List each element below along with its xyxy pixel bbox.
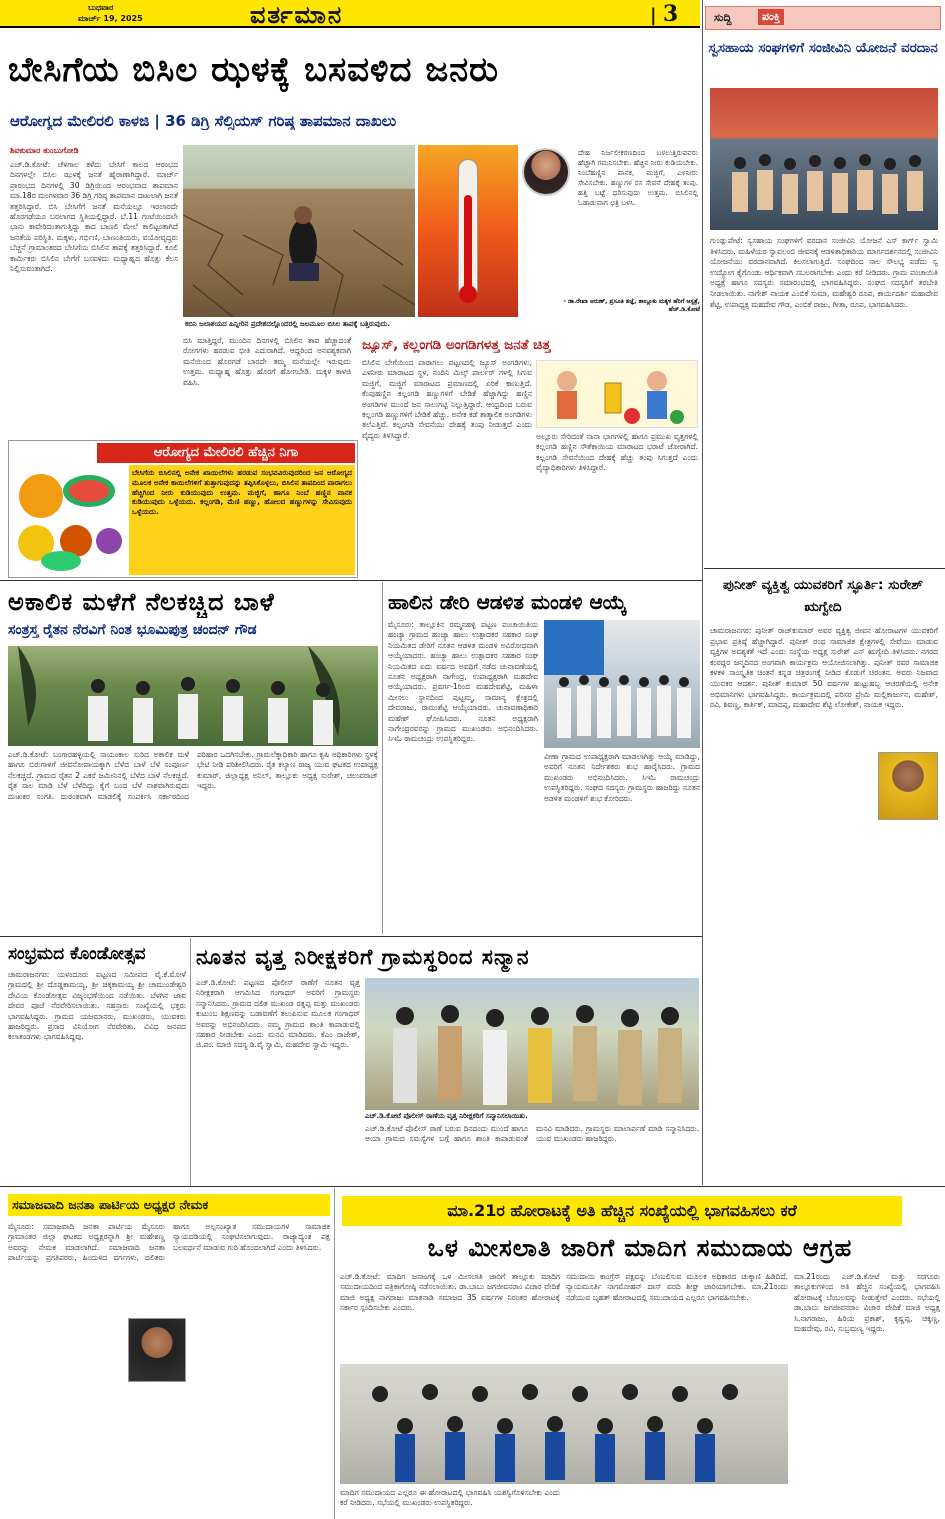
dairy-headline: ಹಾಲಿನ ಡೇರಿ ಆಡಳಿತ ಮಂಡಳಿ ಆಯ್ಕೆ [388,590,627,614]
sidebar-divider [702,0,703,1185]
dairy-photo [544,620,700,748]
divider-samajavadi [334,1188,335,1519]
divider-banana-dairy [382,582,383,934]
juice-body-2: ಅಲ್ಲೂರು ಸೇರಿದಂತೆ ನಾನಾ ಭಾಗಗಳಲ್ಲಿ ಹಾಗೂ ಪ್ರಮುಖ ವೃತ್ತಗಳಲ್ಲಿ ಕಲ್ಲಂಗಡಿ ಹಣ್ಣಿನ ಸೌತೆಕಾಯಿಯ ಮಾರಾಟದ ಭರಾಟೆ ಜೋರಾಗಿದೆ. ಕಲ್ಲಂಗಡಿ ಸೇವನೆಯಿಂದ ದೇಹಕ್ಕೆ ಹೆಚ್ಚು ತಂಪು ಸಿಗುತ್ತದೆ ಎಂದು ವೈದ್ಯಾಧಿಕಾರಿಗಳು ತಿಳಿಸಿದ್ದಾರೆ. [536,432,698,473]
sidebar-header-left: ಸುದ್ದಿ [714,11,732,24]
banana-subhead: ಸಂತ್ರಸ್ತ ರೈತನ ನೆರವಿಗೆ ನಿಂತ ಭೂಮಿಪುತ್ರ ಚಂದನ್ ಗೌಡ [8,622,257,638]
masthead-logo: ವರ್ತಮಾನ [250,0,344,29]
health-headline: ಆರೋಗ್ಯದ ಮೇಲಿರಲಿ ಹೆಚ್ಚಿನ ನಿಗಾ [97,443,355,463]
doctor-portrait [522,148,570,196]
masthead-date: ಮಾರ್ಚ್ 19, 2025 [78,14,143,23]
doctor-credit: - ಡಾ.ರೇಖಾ ಅರುಣ್, ಪ್ರಸೂತಿ ತಜ್ಞೆ, ತಾಲ್ಲೂಕು ಮಕ್ಕಳ ಹೆರಿಗೆ ಆಸ್ಪತ್ರೆ, ಹೆಚ್.ಡಿ.ಕೋಟೆ [563,298,700,313]
lead-subhead: ಆರೋಗ್ಯದ ಮೇಲಿರಲಿ ಕಾಳಜಿ | 36 ಡಿಗ್ರಿ ಸೆಲ್ಸಿಯಸ್ ಗರಿಷ್ಠ ತಾಪಮಾನ ದಾಖಲು [10,112,397,130]
juice-headline: ಜ್ಯೂಸ್, ಕಲ್ಲಂಗಡಿ ಅಂಗಡಿಗಳತ್ತ ಜನತೆ ಚಿತ್ತ [362,337,551,353]
sidebar-story1-body: ಗುಂಡ್ಲುಪೇಟೆ: ಸ್ವಸಹಾಯ ಸಂಘಗಳಿಗೆ ವರದಾನ ಸಂಜೀವಿನಿ ಯೋಜನೆ ಎಸ್ ಕಾರ್ಗ್ ಸ್ವಾಮಿ ತಿಳಿಸಿದರು. ಮಹಿಳೆಯರ ಸ್ವಾವಲಂಬಿ ಜೀವನಕ್ಕೆ ಆಡಳಿತಾಧಿಕಾರಿಯ ಮಾರ್ಗದರ್ಶನದಲ್ಲಿ ಸಂಜೀವಿನಿ ಯೋಜನೆಯು ವರದಾನವಾಗಿದೆ. ಕಿಲಸಲಾಗುತ್ತಿದೆ. ಸಂಘದಿಂದ ಸಾಲ ಸೌಲಭ್ಯ ಪಡೆದು ಸ್ವ ಉದ್ಯೋಗ ಕೈಗೊಂಡು ಆರ್ಥಿಕವಾಗಿ ಸಬಲರಾಗಬೇಕು ಎಂದು ಕರೆ ನೀಡಿದರು. ಗ್ರಾಮ ಪಂಚಾಯಿತಿ ಅಧ್ಯಕ್ಷೆ ಹಾಗೂ ಸದಸ್ಯರು ಸಮಾರಂಭದಲ್ಲಿ ಭಾಗವಹಿಸಿದ್ದರು. ಸಂಘದ ಸದಸ್ಯರಿಗೆ ತರಬೇತಿ ನೀಡಲಾಯಿತು. ನಾಗೇಶ್ ನಾಯಕ ಎಂಬಿಕೆ ಸುಮಾ, ಮಹೇಶ್ವರಿ ರೂಪ, ಕಾರ್ಯದರ್ಶಿ ಮಹಾದೇವ ಶೆಟ್ಟಿ, ಉಪಾಧ್ಯಕ್ಷ ಮಹದೇವ ಗೌಡ, ಎಂಬಿಕೆ ರಾಜು, ಗೀತಾ, ರೂಪ, ಭಾಗವಹಿಸಿದರು. [710,236,938,309]
madiga-banner: ಮಾ.21ರ ಹೋರಾಟಕ್ಕೆ ಅತಿ ಹೆಚ್ಚಿನ ಸಂಖ್ಯೆಯಲ್ಲಿ ಭಾಗವಹಿಸಲು ಕರೆ [342,1196,902,1226]
samajavadi-headline: ಸಮಾಜವಾದಿ ಜನತಾ ಪಾರ್ಟಿಯ ಅಧ್ಯಕ್ಷರ ನೇಮಕ [8,1194,330,1216]
sambhrama-body: ಚಾಮರಾಜನಗರ: ಯಳಂದೂರು ಪಟ್ಟಣದ ಸಮೀಪದ ವೈ.ಕೆ.ಮೋಳೆ ಗ್ರಾಮದಲ್ಲಿ ಶ್ರೀ ದೊಡ್ಡಕಾಮಯ್ಯ, ಶ್ರೀ ಚಿಕ್ಕಕಾಮಯ್ಯ ಶ್ರೀ ಚಾಮುಂಡೇಶ್ವರಿ ದೇವಿಯ ಕೊಂಡೋತ್ಸವ ವಿಜೃಂಭಣೆಯಿಂದ ನಡೆಯಿತು. ಬೆಳಗಿನ ಜಾವ ದೇವರ ಪೂಜೆ ನೆರವೇರಿಸಲಾಯಿತು. ಸಹಸ್ರಾರು ಸಂಖ್ಯೆಯಲ್ಲಿ ಭಕ್ತರು ಭಾಗವಹಿಸಿದ್ದರು. ಗ್ರಾಮದ ಯಜಮಾನರು, ಮುಖಂಡರು, ಯುವಕರು ಹಾಜರಿದ್ದರು. ಪ್ರಸಾದ ವಿನಿಯೋಗ ನೆರವೇರಿತು. ವಿವಿಧ ಜನಪದ ಕಲಾತಂಡಗಳು ಭಾಗವಹಿಸಿದ್ದವು. [8,970,186,1042]
thermometer-image [418,145,518,317]
dairy-body: ಮೈಸೂರು: ತಾಲ್ಲೂಕಿನ ರಮ್ಮನಹಳ್ಳಿ ಪಟ್ಟಣ ಪಂಚಾಯಿತಿಯ ಹಂಚ್ಯಾ ಗ್ರಾಮದ ಹಂಚ್ಯಾ ಹಾಲು ಉತ್ಪಾದಕರ ಸಹಕಾರ ಸಂಘ ನಿಯಮಿತದ ಡೇರಿಗೆ ನೂತನ ಆಡಳಿತ ಮಂಡಳಿ ಅವಿರೋಧವಾಗಿ ಆಯ್ಕೆಯಾದರು. ಹಂಚ್ಯಾ ಹಾಲು ಉತ್ಪಾದಕರ ಸಹಕಾರ ಸಂಘ ನಿಯಮಿತದ ಐದು ವರ್ಷದ ಅವಧಿಗೆ ನಡೆದ ಚುನಾವಣೆಯಲ್ಲಿ ನೂತನ ಅಧ್ಯಕ್ಷರಾಗಿ ನಾಗೇಂದ್ರ, ಉಪಾಧ್ಯಕ್ಷರಾಗಿ ಮಹದೇವ ಆಯ್ಕೆಯಾದರು. ಪ್ರವರ್ಗ-1ರಿಂದ ಮಹದೇವಶೆಟ್ಟಿ, ಮಹಿಳಾ ಮೀಸಲು ಸ್ಥಾನದಿಂದ ಪುಟ್ಟಮ್ಮ, ಸಾಮಾನ್ಯ ಕ್ಷೇತ್ರದಲ್ಲಿ ದೇವರಾಜು, ರಾಮುಶೆಟ್ಟಿ ಆಯ್ಕೆಯಾದರು. ಚುನಾವಣಾಧಿಕಾರಿ ಮಹೇಶ್ ಘೋಷಿಸಿದರು. ನೂತನ ಅಧ್ಯಕ್ಷರಾಗಿ ನಾಗೇಂದ್ರರವರನ್ನು ಗ್ರಾಮದ ಮುಖಂಡರು ಅಭಿನಂದಿಸಿದರು. ಸಿಇಓ ರಾಮಚಂದ್ರು ಉಪಸ್ಥಿತರಿದ್ದರು. [388,620,538,744]
retire-body: ಎಚ್.ಡಿ.ಕೋಟೆ: ಪಟ್ಟಣದ ಪೊಲೀಸ್ ಠಾಣೆಗೆ ನೂತನ ವೃತ್ತ ನಿರೀಕ್ಷಕರಾಗಿ ಆಗಮಿಸಿದ ಗಂಗಾಧರ್ ಅವರಿಗೆ ಗ್ರಾಮಸ್ಥರು ಸನ್ಮಾನಿಸಿದರು. ಗ್ರಾಮದ ದಲಿತ ಮುಖಂಡ ರತ್ನಪ್ಪ ಮತ್ತು ಮುಖಂಡರು ಕುಟುಂಬ ಶಿಕ್ಷಣವನ್ನು ಬಡಾವಣೆಗೆ ತಲುಪಿಸುವ ಮೂಲಕ ಗಂಗಾಧರ್ ಅವರನ್ನು ಅಭಿನಂದಿಸಿದರು. ನಮ್ಮ ಗ್ರಾಮದ ಶಾಂತಿ ಕಾಪಾಡುವಲ್ಲಿ ಸಹಕಾರ ನೀಡಬೇಕು ಎಂದು ಮನವಿ ಮಾಡಿದರು. ಕೆಎಂ ರಾಜೇಶ್, ಜಿ.ಪಂ. ಮಾಜಿ ಸದಸ್ಯ ಡಿ.ವೈ ಸ್ವಾಮಿ, ಮಹದೇವ ಸ್ವಾಮಿ ಇದ್ದರು. [196,978,360,1050]
lead-photo-caption: ಕಬಿನಿ ಜಲಾಶಯದ ಹಿನ್ನೀರಿನ ಪ್ರದೇಶದಲ್ಲೊಂದರಲ್ಲಿ ಜಲಮೂಲ ಬಿಸಿಲ ತಾಪಕ್ಕೆ ಬತ್ತಿರುವುದು. [185,320,391,328]
page-number: | 3 [650,1,679,27]
divider-middle [0,936,702,937]
juice-body: ಬಿಸಿಲಿನ ಬೇಗೆಯಿಂದ ಪಾರಾಗಲು ಪಟ್ಟಣದಲ್ಲಿ ಜ್ಯೂಸ್ ಅಂಗಡಿಗಳು, ಎಳನೀರು ಮಾರಾಟದ ಸ್ಥಳ, ನಂದಿನಿ ಮಿಲ್ಕ್ ಪಾರ್ಲರ್ ಗಳಲ್ಲಿ ಸಿಗುವ ಮಜ್ಜಿಗೆ, ಮಜ್ಜಿಗೆ ಮಾರಾಟದ ಪ್ರಮಾಣದಲ್ಲಿ ಏರಿಕೆ ಕಾಣುತ್ತಿದೆ. ಕೆಂಪುಹಣ್ಣಿನ ಕಲ್ಲಂಗಡಿ ಹಣ್ಣುಗಳಿಗೆ ಬೇಡಿಕೆ ಹೆಚ್ಚಾಗಿದ್ದು ಹಣ್ಣಿನ ಅಂಗಡಿಗಳ ಮುಂದೆ ಜನ ಸಾಲುಗಟ್ಟಿ ನಿಲ್ಲುತ್ತಿದ್ದಾರೆ. ಆಂಧ್ರದಿಂದ ಬರುವ ಕಲ್ಲಂಗಡಿ ಹಣ್ಣುಗಳಿಗೆ ಬೇಡಿಕೆ ಹೆಚ್ಚು. ಅನೇಕ ಕಡೆ ತಾತ್ಕಾಲಿಕ ಅಂಗಡಿಗಳು ತಲೆಎತ್ತಿವೆ. ಕಲ್ಲಂಗಡಿ ಸೇವನೆಯು ದೇಹಕ್ಕೆ ತಂಪು ನೀಡುತ್ತದೆ ಎಂದು ವೈದ್ಯರು ತಿಳಿಸಿದ್ದಾರೆ. [362,358,532,440]
sidebar-story1-photo [710,88,938,230]
suresh-portrait [878,752,938,820]
madiga-headline: ಒಳ ಮೀಸಲಾತಿ ಜಾರಿಗೆ ಮಾದಿಗ ಸಮುದಾಯ ಆಗ್ರಹ [427,1234,853,1262]
dairy-body-2: ವೀಣಾ ಗ್ರಾಮದ ಉಪಾಧ್ಯಕ್ಷರಾಗಿ ಮಾಡಲಾಗಿತ್ತು ಆಯ್ಕೆ ಮಾಡಿದ್ದು, ಅವರಿಗೆ ನೂತನ ನಿರ್ದೇಶಕರು ಶುಭ ಹಾರೈಸಿದರು. ಗ್ರಾಮದ ಮುಖಂಡರು ಅಭಿನಂದಿಸಿದರು. ಸಿಇಓ ರಾಮಚಂದ್ರು ಉಪಸ್ಥಿತರಿದ್ದರು. ಸಂಘದ ಸದಸ್ಯರು ಗ್ರಾಮಸ್ಥರು ಹಾಜರಿದ್ದು ನೂತನ ಆಡಳಿತ ಮಂಡಳಿಗೆ ಶುಭ ಕೋರಿದರು. [544,752,700,803]
masthead-day: ಬುಧವಾರ [88,3,114,12]
samajavadi-body: ಮೈಸೂರು: ಸಮಾಜವಾದಿ ಜನತಾ ಪಾರ್ಟಿಯ ಮೈಸೂರು ಗ್ರಾಮಾಂತರ ಜಿಲ್ಲಾ ಘಟಕದ ಅಧ್ಯಕ್ಷರನ್ನಾಗಿ ಶ್ರೀ ಮಹೇಶಣ್ಣ ಅವರನ್ನು ನೇಮಕ ಮಾಡಲಾಗಿದೆ. ಸಮಾಜವಾದಿ ಜನತಾ ಪಾರ್ಟಿಯನ್ನು ಪ್ರಗತಿಪರರು, ಹಿಂದುಳಿದ ವರ್ಗಗಳು, ದಲಿತರು ಹಾಗೂ ಅಲ್ಪಸಂಖ್ಯಾತ ಸಮುದಾಯಗಳ ಸಾಮಾಜಿಕ ನ್ಯಾಯದಡಿಯಲ್ಲಿ ಸಂಘಟಿಸಲಾಗುವುದು. ರಾಜ್ಯಾದ್ಯಂತ ಪಕ್ಷ ಬಲವರ್ಧನೆ ಮಾಡುವ ಗುರಿ ಹೊಂದಲಾಗಿದೆ ಎಂದು ತಿಳಿಸಿದರು. [8,1222,330,1263]
madiga-body-right: ಮಾ.21ರಂದು ಎಚ್.ಡಿ.ಕೋಟೆ ಮತ್ತು ಸರಗೂರು ತಾಲ್ಲೂಕುಗಳಿಂದ ಅತಿ ಹೆಚ್ಚಿನ ಸಂಖ್ಯೆಯಲ್ಲಿ ಭಾಗವಹಿಸಿ ಹೋರಾಟಕ್ಕೆ ಬೆಂಬಲವನ್ನು ನೀಡುತ್ತೇವೆ ಎಂದರು. ಸಭೆಯಲ್ಲಿ ಡಾ.ಬಾಬು ಜಗಜೀವನರಾಂ ವಿಚಾರ ವೇದಿಕೆ ಮಾಜಿ ಅಧ್ಯಕ್ಷ ಸಿ.ನಾಗರಾಜು, ಹಿರಿಯ ಪ್ರಕಾಶ್, ಕೃಷ್ಣಪ್ಪ, ಚಿಕ್ಕಣ್ಣ, ಮಹದೇವು, ರವಿ, ಸುಬ್ರಮಣ್ಯ ಇದ್ದರು. [794,1272,940,1334]
doctor-quote: ದೇಹ ನಿರ್ಜಲೀಕರಣದಿಂದ ಬಳಲುತ್ತಿರುವವರು ಹೆಚ್ಚಾಗಿ ಗಮನಿಸಬೇಕು. ಹೆಚ್ಚಿನ ನೀರು ಕುಡಿಯಬೇಕು. ನಿಂಬೆಹಣ್ಣಿನ ಪಾನಕ, ಮಜ್ಜಿಗೆ, ಎಳನೀರು ಸೇವಿಸಬೇಕು. ಹಣ್ಣುಗಳ ರಸ ಸೇವನೆ ದೇಹಕ್ಕೆ ತಂಪು. ಹತ್ತಿ ಬಟ್ಟೆ ಧರಿಸುವುದು ಉತ್ತಮ. ಬಿಸಿಲಿನಲ್ಲಿ ಓಡಾಡುವಾಗ ಛತ್ರಿ ಬಳಸಿ. [578,148,698,207]
lead-col1: ಎಚ್.ಡಿ.ಕೋಟೆ: ಚೆಳಿಗಾಲ ಕಳೆದು ಬೇಸಿಗೆ ಕಾಲದ ಆರಂಭದ ದಿನಗಳಲ್ಲೇ ಬಿಸಿಲ ಝಳಕ್ಕೆ ಜನತೆ ಹೈರಾಣಾಗಿದ್ದಾರೆ. ಮಾರ್ಚ್ ಪ್ರಾರಂಭದ ದಿನಗಳಲ್ಲಿ 30 ಡಿಗ್ರಿಯಿಂದ ಆರಂಭವಾದ ತಾಪಮಾನ ಮಾ.18ರ ಮಂಗಳವಾರ 36 ಡಿಗ್ರಿ ಗರಿಷ್ಠ ತಾಪಮಾನ ದಾಖಲಾಗಿ ಜನತೆ ತತ್ತರಿಸಿದ್ದಾರೆ. ಬಿಸಿ ಬೇಸಿಗೆಗೆ ಜನತೆ ಮನೆಯಲ್ಲೂ ಇರಲಾರದೇ ಹೊರಗಡೆಯೂ ಬರಲಾಗದ ಸ್ಥಿತಿಯಲ್ಲಿದ್ದಾರೆ. ಬೆ.11 ಗಂಟೆಯಿಂದಲೇ ಭಾನು ಕಾವೇರಿದಂತಾಗುತ್ತಿದ್ದು ಕಾದ ಬಾಣಲಿ ಮೇಲೆ ಕಾಲಿಟ್ಟಂತಾಗಿದೆ ಜನತೆಯ ಪರಿಸ್ಥಿತಿ. ಮಕ್ಕಳು, ಗರ್ಭಿಣಿ, ಬಾಣಂತಿಯರು, ವಯೋವೃದ್ಧರು ಬೆಚ್ಚನೆ ಗ್ರಾಮಾಂತರದ ಬೇಸಿಗೆಯ ಬಿಸಿಲಿನ ತಾಪಕ್ಕೆ ತತ್ತರಿಸಿದ್ದಾರೆ. ಕೂಲಿ ಕಾರ್ಮಿಕರು ಬಿಸಿಲಿನ ಬೇಗೆಗೆ ಬಸವಳಿದು ಮಧ್ಯಾಹ್ನದ ಹೊತ್ತು ಕೆಲಸ ನಿಲ್ಲಿಸುವಂತಾಗಿದೆ. [10,160,178,274]
retire-headline: ನೂತನ ವೃತ್ತ ನಿರೀಕ್ಷಕರಿಗೆ ಗ್ರಾಮಸ್ಥರಿಂದ ಸನ್ಮಾನ [196,945,530,969]
divider-lead-bottom [0,580,702,581]
divider-sidebar-1 [704,568,945,569]
retire-body-2: ಎಚ್.ಡಿ.ಕೋಟೆ ಪೊಲೀಸ್ ಠಾಣೆ ಬರುವ ದಿನದಂದು ಮುಂದೆ ಹಾಗೂ ಆಯಾ ಗ್ರಾಮದ ಸಮಸ್ಯೆಗಳ ಬಗ್ಗೆ ಹಾಗೂ ಶಾಂತಿ ಕಾಪಾಡುವಂತೆ ಮನವಿ ಮಾಡಿದರು. ಗ್ರಾಮಸ್ಥರು ಮಾಲಾರ್ಪಣೆ ಮಾಡಿ ಸನ್ಮಾನಿಸಿದರು. ಯುವ ಮುಖಂಡರು ಹಾಜರಿದ್ದರು. [365,1124,699,1144]
banana-body: ಎಚ್.ಡಿ.ಕೋಟೆ: ಬಂಗಾರಹಳ್ಳಿಯಲ್ಲಿ ಸಾಯಂಕಾಲ ಸುರಿದ ಅಕಾಲಿಕ ಮಳೆ ಹಾಗೂ ಬಿರುಗಾಳಿಗೆ ಜೀವನೋಪಾಯಕ್ಕಾಗಿ ಬೆಳೆದ ಬಾಳೆ ಬೆಳೆ ಸಂಪೂರ್ಣ ನೆಲಕಚ್ಚಿದೆ. ಗ್ರಾಮದ ರೈತನ 2 ಎಕರೆ ಜಮೀನಿನಲ್ಲಿ ಬೆಳೆದ ಬಾಳೆ ನೆಲಕಚ್ಚಿದೆ. ರೈತ ಸಾಲ ಮಾಡಿ ಬೆಳೆ ಬೆಳೆದಿದ್ದು ಕೈಗೆ ಬಂದ ಬೆಳೆ ನಾಶವಾಗಿರುವುದು ದುಃಖಕರ ಸಂಗತಿ. ದುರಂತವಾಗಿ ಮಾಡಲಿಕ್ಕೆ ಸಂಪರ್ಕಿಸಿ ಸರ್ಕಾರದಿಂದ ಪರಿಹಾರ ಒದಗಿಸಬೇಕು. ಗ್ರಾಮಲೆಕ್ಕಾಧಿಕಾರಿ ಹಾಗೂ ಕೃಷಿ ಅಧಿಕಾರಿಗಳು ಸ್ಥಳಕ್ಕೆ ಭೇಟಿ ನೀಡಿ ಪರಿಶೀಲಿಸಿದರು. ರೈತ ಕಲ್ಯಾಣ ರಾಜ್ಯ ಯುವ ಘಟಕದ ಉಪಾಧ್ಯಕ್ಷ ಕುಮಾರ್, ಜಿಲ್ಲಾಧ್ಯಕ್ಷ ಅನಿಲ್, ತಾಲ್ಲೂಕು ಅಧ್ಯಕ್ಷ ಸುರೇಶ್, ಚಲುವರಾಜ್ ಇದ್ದರು. [8,750,378,801]
banana-headline: ಅಕಾಲಿಕ ಮಳೆಗೆ ನೆಲಕಚ್ಚಿದ ಬಾಳೆ [8,588,275,616]
sidebar-header [705,6,941,30]
lead-photo-drought [183,145,415,317]
divider-bottom [0,1186,945,1187]
retire-photo [365,978,699,1110]
health-box [8,440,358,578]
madiga-body-left: ಎಚ್.ಡಿ.ಕೋಟೆ: ಮಾದಿಗ ಜನಾಂಗಕ್ಕೆ ಒಳ ಮೀಸಲಾತಿ ಜಾರಿಗೆ ತಾಲ್ಲೂಕು ಮಾದಿಗ ಸಮುದಾಯದಿಂದ ಪತ್ರಿಕಾಗೋಷ್ಠಿ ನಡೆಸಲಾಯಿತು. ಡಾ.ಬಾಬು ಜಗಜೀವನರಾಂ ವಿಚಾರ ವೇದಿಕೆ ಮಾಜಿ ಅಧ್ಯಕ್ಷ ನಾಗರಾಜು ಮಾತನಾಡಿ ಸಮಾಜದ 35 ವರ್ಷಗಳ ನಿರಂತರ ಹೋರಾಟಕ್ಕೆ ಸರ್ಕಾರ ಸ್ಪಂದಿಸಬೇಕು ಎಂದರು. [340,1272,560,1313]
banana-photo [8,646,378,746]
fruit-illustration [11,461,126,573]
sidebar-story2-body: ಚಾಮರಾಜನಗರ: ಪುನೀತ್ ರಾಜ್‌ಕುಮಾರ್ ಅವರ ವ್ಯಕ್ತಿತ್ವ ಜೀವನ ಹೋರಾಟಗಳ ಯುವಕರಿಗೆ ಪ್ರಭಾವ ಪ್ರತಿಷ್ಠೆ ಹೆಚ್ಚಾಗಿದ್ದಾರೆ. ಪುನೀತ್ ರಂಥ ಸಾಮಾಜಿಕ ಕ್ಷೇತ್ರಗಳಲ್ಲಿ ಸೇವೆಯು ಮಾಡುವ ವ್ಯಕ್ತಿಗಳ ಅವಶ್ಯಕತೆ ಇದೆ ಎಂದು ಸಂಸ್ಥೆಯ ಅಧ್ಯಕ್ಷ ಸುರೇಶ್ ಎನ್ ಋಗ್ವೇದಿ ತಿಳಿಸಿದರು. ನಗರದ ಕಂಠದ್ದರ ಜನ್ಮದಿನದ ಅಂಗವಾಗಿ ಕಾರ್ಯಕ್ರಮ ಆಯೋಜಿಸಲಾಗಿತ್ತು. ಪುನೀತ್ ರವರ ಸಾಮಾಜಿಕ ಕಳಕಳಿ ಸಾಂಸ್ಕೃತಿಕ ಚಿಂತನೆ ಕನ್ನಡ ಚಿತ್ರರಂಗಕ್ಕೆ ನೀಡಿದ ಕೊಡುಗೆ ಚಿರಂತನ. ಅವರು ನಿಜವಾದ ಯುವಕರ ಆದರ್ಶ. ಪುನೀತ್ ಕುಮಾರ್ 50 ವರ್ಷಗಳ ಹುಟ್ಟುಹಬ್ಬ ಆಚರಣೆಯಲ್ಲಿ ಅನೇಕ ಅಭಿಮಾನಿಗಳು ಭಾಗವಹಿಸಿದ್ದರು. ಕಾರ್ಯಕ್ರಮದಲ್ಲಿ ಪರಿಸರ ಪ್ರೇಮಿ ಮಲ್ಲಿಕಾರ್ಜುನ, ಮಹೇಶ್, ರವಿ, ಶಿವಣ್ಣ, ಕಾರ್ತಿಕ್, ಮಾದಪ್ಪ, ಮಹಾದೇವ ಶೆಟ್ಟಿ ಲೋಕೇಶ್, ನಾಯಕ ಇದ್ದರು. [710,626,938,710]
sidebar-story1-headline: ಸ್ವಸಹಾಯ ಸಂಘಗಳಿಗೆ ಸಂಜೀವಿನಿ ಯೋಜನೆ ವರದಾನ [708,40,938,56]
madiga-body-mid: ಸಮುದಾಯ ಕಾಂಗ್ರೆಸ್ ಪಕ್ಷವನ್ನು ಬೆಂಬಲಿಸುವ ಮೂಲಕ ಅಧಿಕಾರದ ಚುಕ್ಕಾಣಿ ಹಿಡಿದಿದೆ. ನ್ಯಾಯಮೂರ್ತಿ ನಾಗಮೋಹನ್ ದಾಸ್ ವರದಿ ಶೀಘ್ರ ಜಾರಿಯಾಗಬೇಕು. ಮಾ.21ರಂದು ನಡೆಯುವ ಬೃಹತ್ ಹೋರಾಟದಲ್ಲಿ ಸಮುದಾಯದ ಎಲ್ಲರೂ ಭಾಗವಹಿಸಬೇಕು. [566,1272,788,1302]
madiga-body-mid-2: ಮಾದಿಗ ಸಮುದಾಯದ ಎಲ್ಲರೂ ಈ ಹೋರಾಟದಲ್ಲಿ ಭಾಗವಹಿಸಿ ಯಶಸ್ವಿಗೊಳಿಸಬೇಕು ಎಂದು ಕರೆ ನೀಡಿದರು. ಸಭೆಯಲ್ಲಿ ಮುಖಂಡರು ಉಪಸ್ಥಿತರಿದ್ದರು. [340,1488,560,1508]
retire-photo-caption: ಎಚ್.ಡಿ.ಕೋಟೆ ಪೊಲೀಸ್ ಠಾಣೆಯ ವೃತ್ತ ನಿರೀಕ್ಷಕರಿಗೆ ಸನ್ಮಾನಿಸಲಾಯಿತು. [365,1112,528,1120]
samajavadi-portrait [128,1318,186,1382]
sidebar-story2-headline: ಪುನೀತ್ ವ್ಯಕ್ತಿತ್ವ ಯುವಕರಿಗೆ ಸ್ಫೂರ್ತಿ: ಸುರೇಶ್ ಋಗ್ವೇದಿ [723,577,923,615]
lead-col2: ಬಿಸಿ ಮಾತ್ತಿದ್ದರೆ, ಮುಂದಿನ ದಿನಗಳಲ್ಲಿ ಬಿಸಿಲಿನ ತಾಪ ಹೆಚ್ಚಾದಂತೆ ರೋಗಗಳು ಹರಡುವ ಭೀತಿ ಎದುರಾಗಿದೆ. ಆದ್ದರಿಂದ ಅನವಶ್ಯಕವಾಗಿ ಮನೆಯಿಂದ ಹೊರಗಡೆ ಬಾರದೇ ತಮ್ಮ ಮನೆಯಲ್ಲೇ ಇರುವುದು ಉತ್ತಮ. ಮಧ್ಯಾಹ್ನ ಹೊತ್ತು ಹೊರಗೆ ಹೋಗಬೇಡಿ. ಮಕ್ಕಳ ಕಾಳಜಿ ವಹಿಸಿ. [183,336,351,387]
health-body: ಬೇಸಿಗೆಯ ಬಿಸಿಲಿನಲ್ಲಿ ಅನೇಕ ಖಾಯಿಲೆಗಳು ಹರಡುವ ಸಂಭವವಿರುವುದರಿಂದ ಜನ ಆರೋಗ್ಯದ ಮೂಲಕ ಅನೇಕ ಕಾಯಿಲೆಗಳಿಗೆ ತುತ್ತಾಗುವುದನ್ನು ತಪ್ಪಿಸಿಕೊಳ್ಳಲು, ಬಿಸಿಲಿನ ತಾಪದಿಂದ ಪಾರಾಗಲು ಹೆಚ್ಚಿಗಿಂದ ನೀರು ಕುಡಿಯುವುದು ಉತ್ತಮ. ಮಜ್ಜಿಗೆ, ಹಾಗೂ ನಿಂಬೆ ಹಣ್ಣಿನ ಪಾನಕ ಕುಡಿಯುವುದು ಒಳ್ಳೆಯದು. ಕಲ್ಲಂಗಡಿ, ಮೆಣಿ ಹಣ್ಣು, ಹೋಲದ ಹಣ್ಣುಗಳನ್ನು ಸೇವಿಸುವುದು ಒಳ್ಳೆಯದು. [129,465,355,575]
divider-sambhrama [190,938,191,1186]
lead-headline: ಬೇಸಿಗೆಯ ಬಿಸಿಲ ಝಳಕ್ಕೆ ಬಸವಳಿದ ಜನರು [8,50,499,90]
lead-byline: ಶಿವಕುಮಾರ ತುಂಬುಗೋಡಿ [10,146,79,155]
madiga-photo [340,1364,788,1484]
sidebar-header-right: ಪಂಕ್ತಿ [758,9,784,25]
juice-illustration [536,360,698,428]
sambhrama-headline: ಸಂಭ್ರಮದ ಕೊಂಡೋತ್ಸವ [8,944,146,964]
